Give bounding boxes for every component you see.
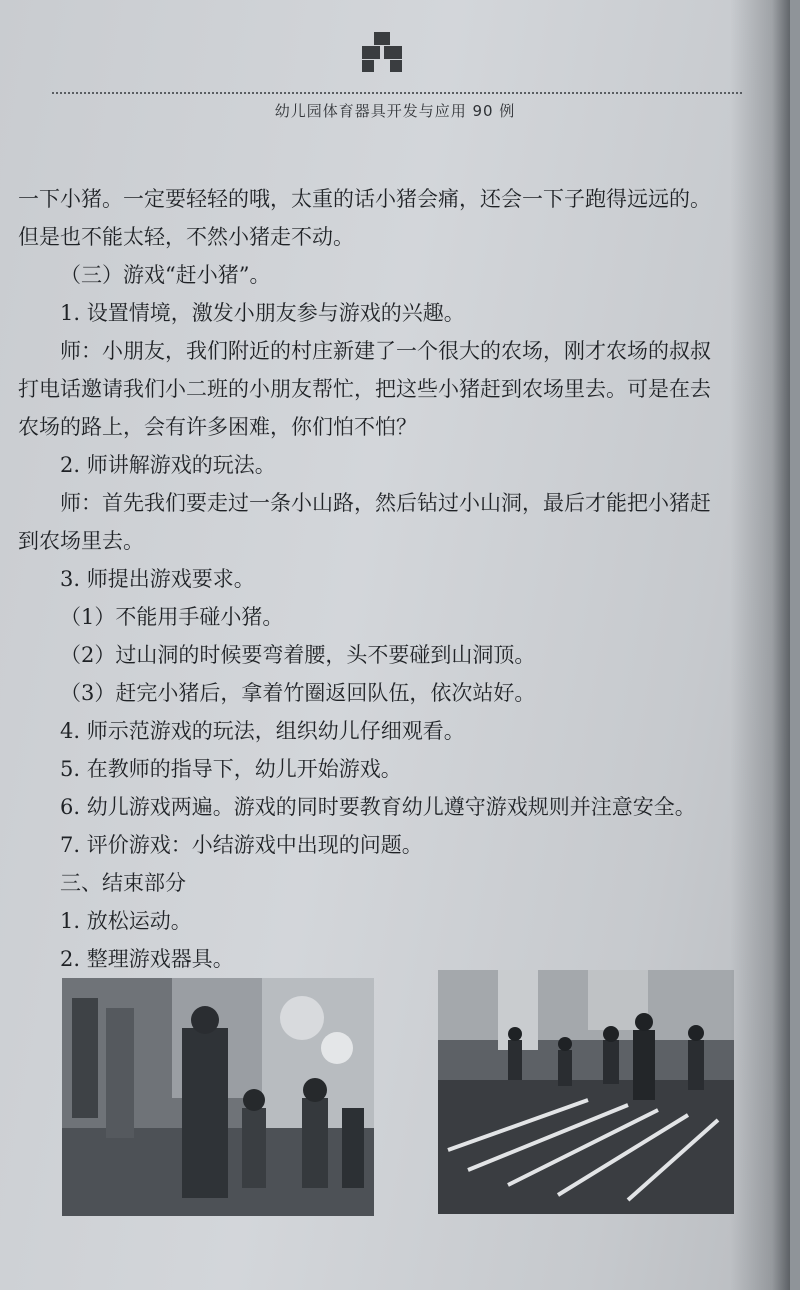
text-line: （1）不能用手碰小猪。 <box>60 605 284 629</box>
header-divider <box>52 92 742 94</box>
text-line: 1. 设置情境，激发小朋友参与游戏的兴趣。 <box>60 301 465 325</box>
gym-activity-photo <box>438 970 734 1214</box>
text-line: 7. 评价游戏：小结游戏中出现的问题。 <box>60 833 423 857</box>
text-line: 3. 师提出游戏要求。 <box>60 567 255 591</box>
section-heading: 三、结束部分 <box>60 871 186 895</box>
text-line: 2. 整理游戏器具。 <box>60 947 234 971</box>
text-line: （3）赶完小猪后，拿着竹圈返回队伍，依次站好。 <box>60 681 536 705</box>
running-header: 幼儿园体育器具开发与应用 90 例 <box>274 102 516 120</box>
body-text <box>0 180 755 978</box>
text-line: 5. 在教师的指导下，幼儿开始游戏。 <box>60 757 402 781</box>
text-line: 但是也不能太轻，不然小猪走不动。 <box>18 225 354 249</box>
text-line: 打电话邀请我们小二班的小朋友帮忙，把这些小猪赶到农场里去。可是在去 <box>18 377 711 401</box>
classroom-photo-icon <box>62 978 374 1216</box>
section-heading: （三）游戏“赶小猪”。 <box>60 263 271 287</box>
text-line: 到农场里去。 <box>18 529 144 553</box>
text-line: 一下小猪。一定要轻轻的哦，太重的话小猪会痛，还会一下子跑得远远的。 <box>18 187 711 211</box>
text-line: 师：小朋友，我们附近的村庄新建了一个很大的农场，刚才农场的叔叔 <box>60 339 711 363</box>
text-line: 师：首先我们要走过一条小山路，然后钻过小山洞，最后才能把小猪赶 <box>60 491 711 515</box>
text-line: 1. 放松运动。 <box>60 909 192 933</box>
text-line: （2）过山洞的时候要弯着腰，头不要碰到山洞顶。 <box>60 643 536 667</box>
text-line: 6. 幼儿游戏两遍。游戏的同时要教育幼儿遵守游戏规则并注意安全。 <box>60 795 696 819</box>
classroom-photo <box>62 978 374 1216</box>
text-line: 农场的路上，会有许多困难，你们怕不怕？ <box>18 415 417 439</box>
text-line: 2. 师讲解游戏的玩法。 <box>60 453 276 477</box>
page-edge-shadow <box>730 0 790 1290</box>
gym-activity-photo-icon <box>438 970 734 1214</box>
book-logo-icon <box>360 30 404 74</box>
text-line: 4. 师示范游戏的玩法，组织幼儿仔细观看。 <box>60 719 465 743</box>
